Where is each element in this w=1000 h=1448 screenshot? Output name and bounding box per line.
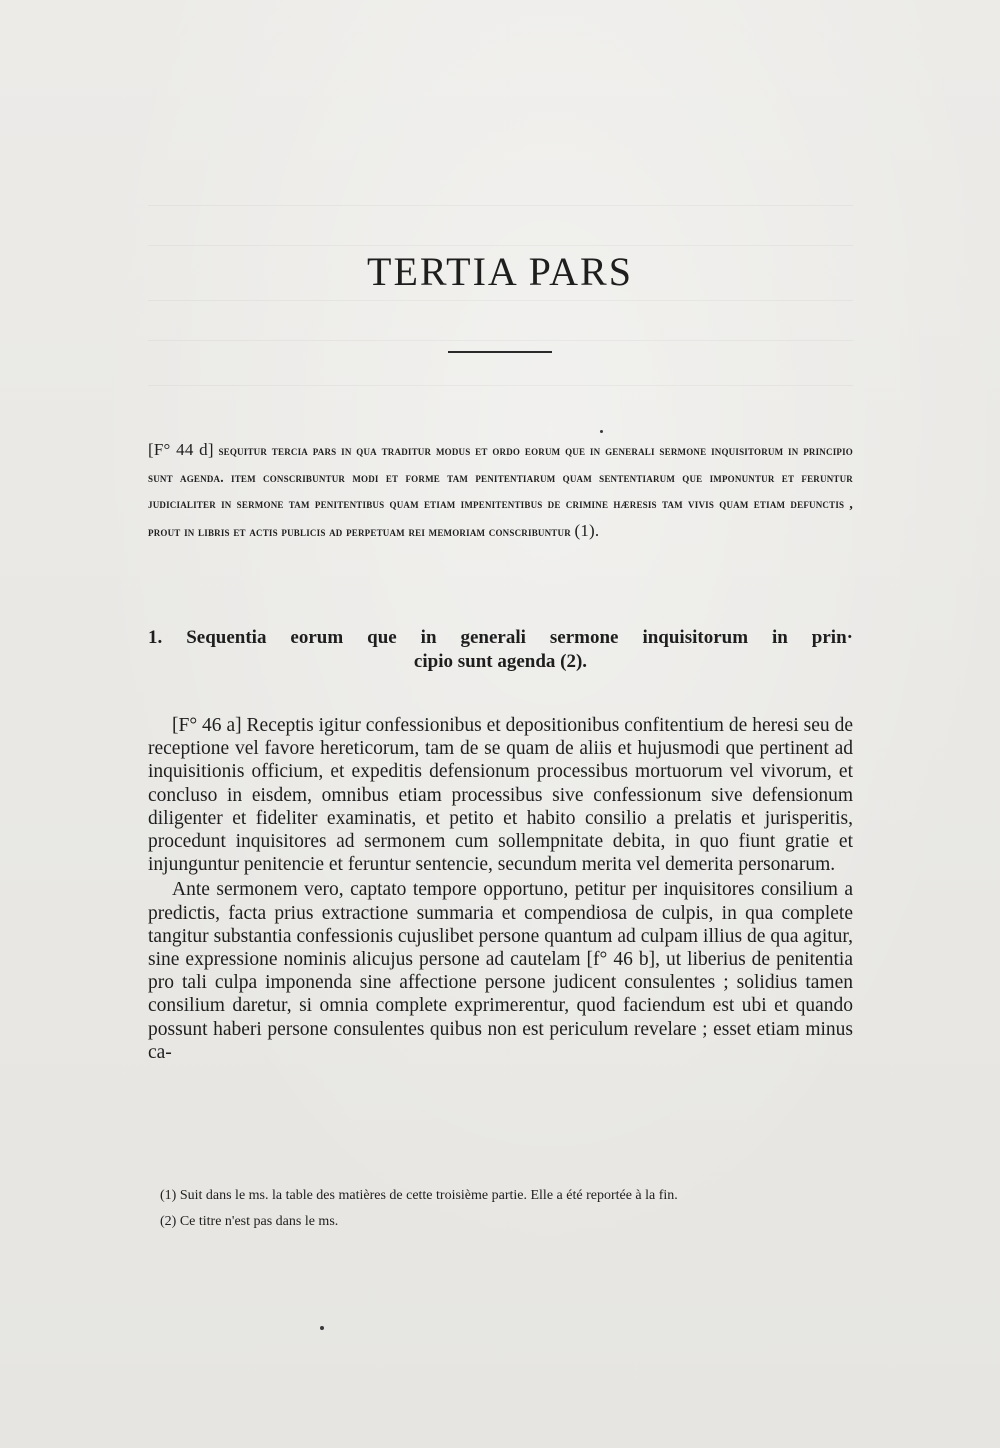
body-paragraph-1: [F° 46 a] Receptis igitur confessionibus et depositionibus confitentium de heresi seu de receptione vel favore hereticorum, tam de se quam de aliis et hujusmodi que pertinent ad inquisitionis officium, et expeditis defensionum processibus mortuorum vel vivorum, et concluso in eisdem, omnibus etiam processibus sive confessionum sive defensionum diligenter et fideliter examinatis, et petito et habito consilio a prelatis et jurisperitis, procedunt inquisitores ad sermonem cum sollempnitate debita, in quo fiunt gratie et injunguntur penitencie et feruntur sentencie, secundum merita vel demerita personarum. [148,715,853,876]
section-heading-line-1: 1. Sequentia eorum que in generali sermone inquisitorum in prin· [148,627,853,648]
bleed-through-line [148,340,853,341]
intro-paragraph [148,437,853,545]
ink-speck [600,430,603,433]
bleed-through-line [148,245,853,246]
bleed-through-line [148,300,853,301]
footnote-2: (2) Ce titre n'est pas dans le ms. [160,1214,339,1229]
intro-small-caps-text: sequitur tercia pars in qua traditur modus et ordo eorum que in generali sermone inquisitorum in principio sunt agenda. item conscribuntur modi et forme tam penitentiarum quam sententiarum que imponuntur et feruntur judicialiter in sermone tam penitentibus quam etiam impenitentibus de crimine hæresis tam vivis quam etiam defunctis , prout in libris et actis publicis ad perpetuam rei memoriam conscribuntur [148,443,853,539]
title-divider [448,351,552,353]
bleed-through-line [148,205,853,206]
footnotes [148,1184,853,1234]
footnote-1: (1) Suit dans le ms. la table des matières de cette troisième partie. Elle a été reportée à la fin. [160,1188,678,1203]
section-heading [148,626,853,674]
intro-footnote-reference: (1). [574,520,600,540]
bleed-through-line [148,385,853,386]
ink-speck [320,1326,324,1330]
section-heading-line-2: cipio sunt agenda (2). [413,651,588,672]
intro-folio-reference: [F° 44 d] [148,440,214,459]
body-paragraph-2: Ante sermonem vero, captato tempore opportuno, petitur per inquisitores consilium a predictis, facta prius extractione summaria et compendiosa de culpis, in qua complete tangitur substantia confessionis cujuslibet persone quantum ad culpam illius de qua agitur, sine expressione nominis alicujus persone ad cautelam [f° 46 b], ut liberius de penitentia pro tali culpa imponenda sine affectione persone judicent consulentes ; solidius tamen consilium daretur, si omnia complete exprimerentur, quod faciendum est ubi et quando possunt haberi persone consulentes quibus non est periculum revelare ; esset etiam minus ca- [148,879,853,1063]
page-title: TERTIA PARS [367,249,633,294]
body-text [148,714,853,1064]
